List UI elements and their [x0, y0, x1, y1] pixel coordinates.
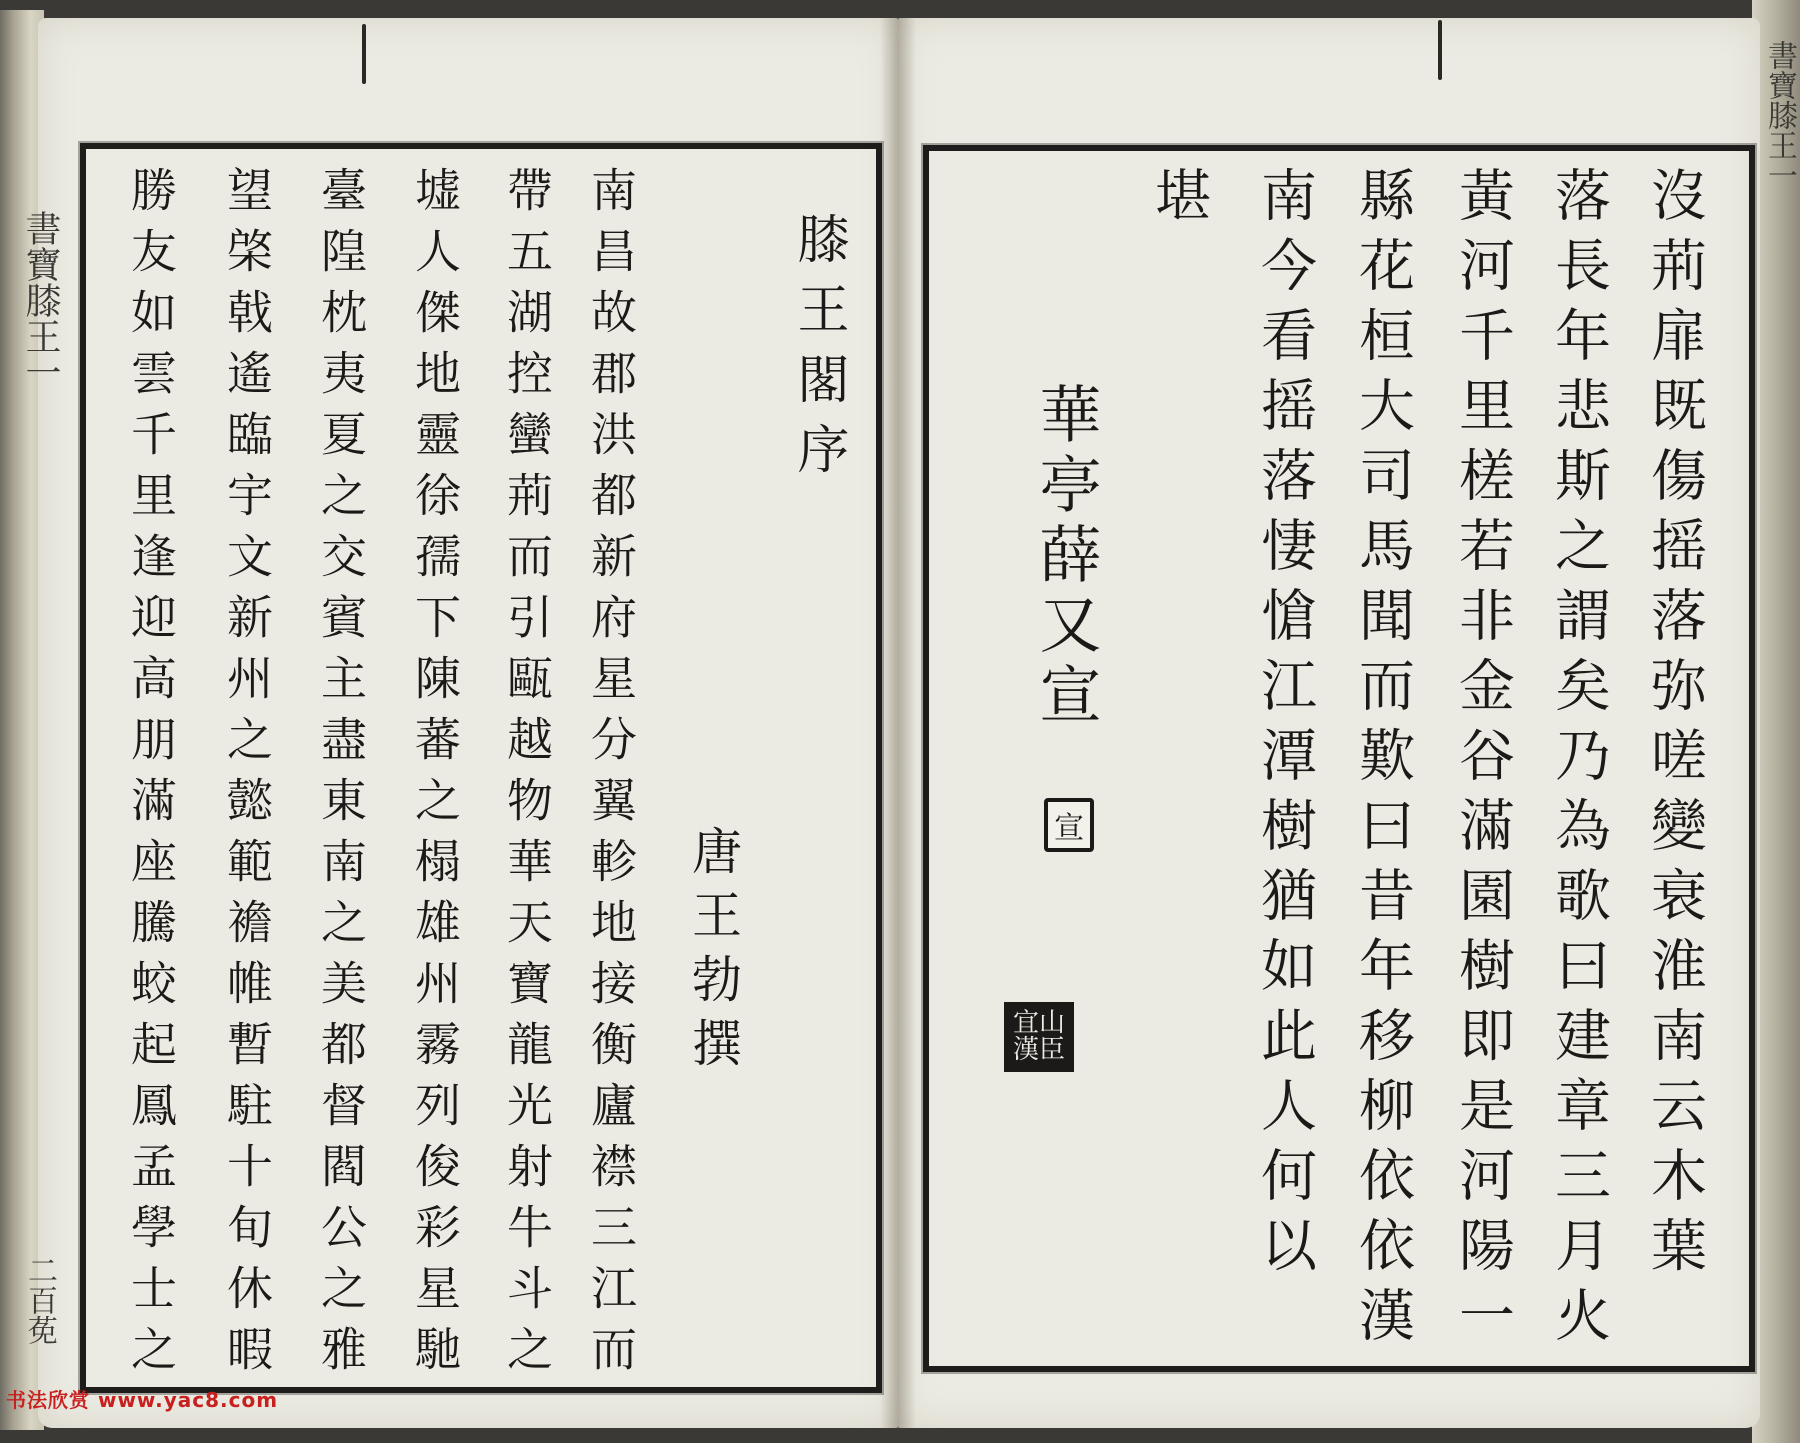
left-col-5: 望棨戟遙臨宇文新州之懿範襜帷暫駐十旬休暇: [220, 166, 274, 1386]
left-col-2: 帶五湖控蠻荊而引甌越物華天寶龍光射牛斗之: [500, 166, 554, 1386]
right-col-6: 堪: [1146, 166, 1211, 222]
right-col-5: 南今看摇落悽愴江潭樹猶如此人何以: [1252, 166, 1317, 1286]
left-col-author: 唐王勃撰: [684, 825, 742, 1081]
watermark: 书法欣赏 www.yac8.com: [6, 1388, 279, 1412]
stitch-mark-right: [1438, 20, 1442, 80]
folio-number: 二百莬: [22, 1255, 57, 1345]
right-col-1: 沒荊扉既傷摇落弥嗟變衰淮南云木葉: [1642, 166, 1707, 1286]
right-col-2: 落長年悲斯之謂矣乃為歌曰建章三月火: [1546, 166, 1611, 1356]
book-gutter: [880, 18, 916, 1428]
spine-label: 書寶膝王一: [20, 210, 61, 390]
left-col-6: 勝友如雲千里逢迎高朋滿座騰蛟起鳳孟學士之: [124, 166, 178, 1386]
seal-square-icon: 宜山漢臣: [1004, 1002, 1074, 1072]
stitch-mark-left: [362, 24, 366, 84]
right-col-4: 縣花桓大司馬聞而歎曰昔年移柳依依漢: [1350, 166, 1415, 1356]
left-text-frame: [80, 143, 882, 1393]
right-col-3: 黃河千里槎若非金谷滿園樹即是河陽一: [1450, 166, 1515, 1356]
seal-round-icon: 宣: [1044, 798, 1094, 852]
right-text-frame: [923, 145, 1755, 1372]
left-col-3: 墟人傑地靈徐孺下陳蕃之榻雄州霧列俊彩星馳: [408, 166, 462, 1386]
left-col-1: 南昌故郡洪都新府星分翼軫地接衡廬襟三江而: [584, 166, 638, 1386]
right-edge-label: 書寶膝王一: [1762, 40, 1797, 190]
signature: 華亭薛又宣: [1029, 382, 1102, 732]
left-col-title: 膝王閣序: [788, 212, 848, 492]
left-col-4: 臺隍枕夷夏之交賓主盡東南之美都督閻公之雅: [314, 166, 368, 1386]
